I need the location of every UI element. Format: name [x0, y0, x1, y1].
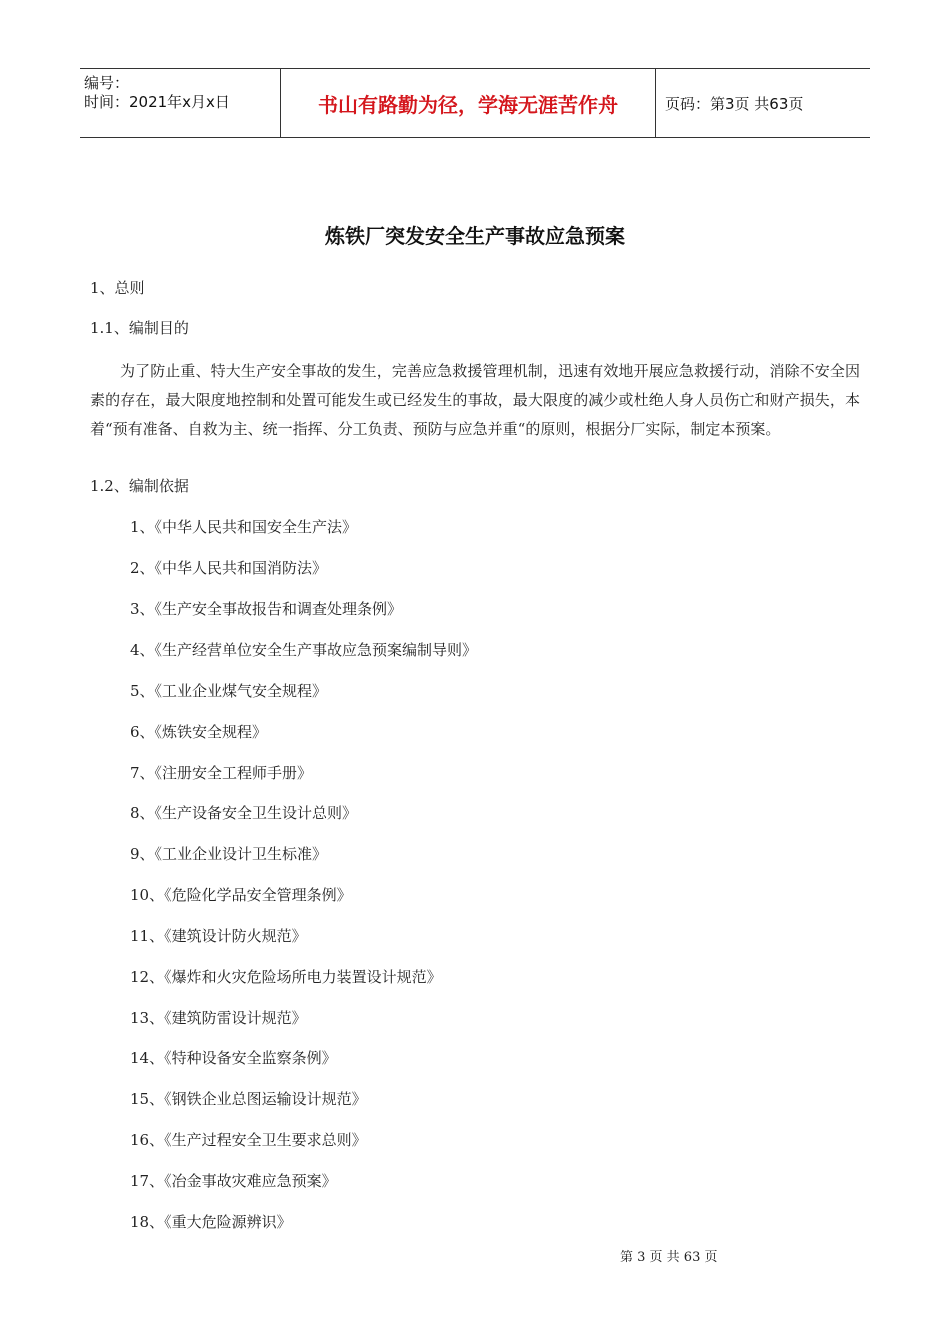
page-header	[80, 68, 870, 138]
reference-item: 17、《冶金事故灾难应急预案》	[130, 1172, 337, 1190]
document-title: 炼铁厂突发安全生产事故应急预案	[325, 224, 625, 248]
reference-item: 8、《生产设备安全卫生设计总则》	[130, 804, 358, 822]
reference-item: 10、《危险化学品安全管理条例》	[130, 886, 352, 904]
time-label: 时间：2021年x月x日	[84, 93, 230, 111]
reference-item: 15、《钢铁企业总图运输设计规范》	[130, 1090, 367, 1108]
reference-item: 18、《重大危险源辨识》	[130, 1213, 292, 1231]
header-page-info: 页码：第3页 共63页	[665, 94, 804, 113]
reference-item: 12、《爆炸和火灾危险场所电力装置设计规范》	[130, 968, 442, 986]
section-heading-purpose: 1.1、编制目的	[90, 319, 189, 337]
page-footer: 第 3 页 共 63 页	[620, 1250, 718, 1265]
purpose-paragraph: 为了防止重、特大生产安全事故的发生，完善应急救援管理机制，迅速有效地开展应急救援行动，消除不安全因素的存在，最大限度地控制和处置可能发生或已经发生的事故，最大限度的减少或杜绝人身人员伤亡和财产损失，本着“预有准备、自救为主、统一指挥、分工负责、预防与应急并重“的原则，根据分厂实际，制定本预案。	[90, 362, 860, 438]
reference-item: 7、《注册安全工程师手册》	[130, 764, 313, 782]
reference-item: 9、《工业企业设计卫生标准》	[130, 845, 328, 863]
number-label: 编号：	[84, 74, 130, 92]
reference-item: 1、《中华人民共和国安全生产法》	[130, 518, 358, 536]
reference-item: 5、《工业企业煤气安全规程》	[130, 682, 328, 700]
reference-item: 4、《生产经营单位安全生产事故应急预案编制导则》	[130, 641, 478, 659]
header-meta	[80, 69, 280, 137]
reference-item: 13、《建筑防雷设计规范》	[130, 1009, 307, 1027]
reference-item: 14、《特种设备安全监察条例》	[130, 1049, 337, 1067]
reference-item: 6、《炼铁安全规程》	[130, 723, 268, 741]
reference-item: 11、《建筑设计防火规范》	[130, 927, 307, 945]
header-motto: 书山有路勤为径，学海无涯苦作舟	[280, 69, 656, 137]
reference-item: 3、《生产安全事故报告和调查处理条例》	[130, 600, 403, 618]
reference-item: 16、《生产过程安全卫生要求总则》	[130, 1131, 367, 1149]
section-heading-general: 1、总则	[90, 279, 145, 297]
section-heading-basis: 1.2、编制依据	[90, 477, 189, 495]
reference-item: 2、《中华人民共和国消防法》	[130, 559, 328, 577]
